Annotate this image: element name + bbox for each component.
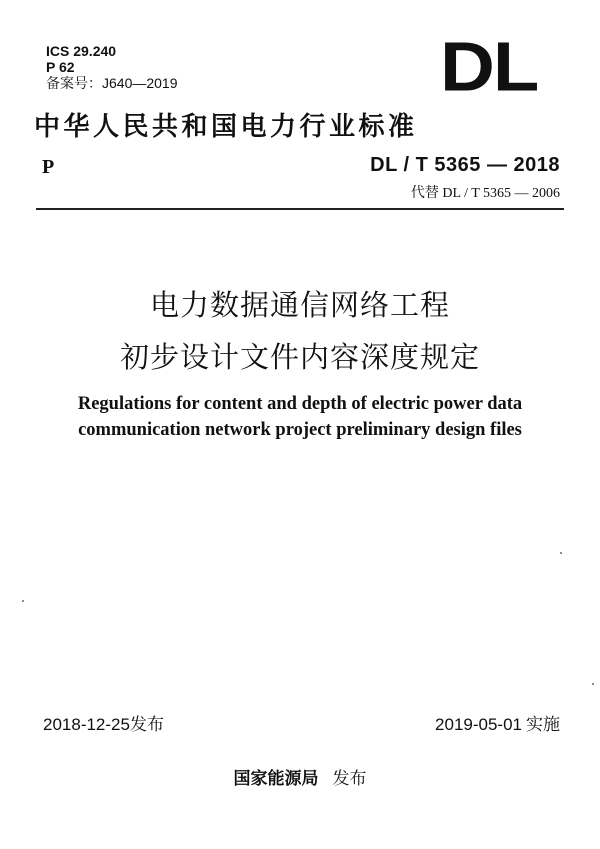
class-letter: P — [42, 156, 55, 178]
replaces-standard: 代替 DL / T 5365 — 2006 — [410, 186, 560, 201]
record-number: 备案号：J640—2019 — [46, 75, 178, 91]
publisher-name: 国家能源局 — [233, 769, 319, 789]
title-en-line-2: communication network project preliminary design files — [78, 420, 522, 440]
effective-date: 2019-05-01 — [435, 715, 522, 734]
publisher-line — [0, 764, 600, 789]
title-cn-line-2: 初步设计文件内容深度规定 — [119, 340, 480, 374]
title-cn-line-1: 电力数据通信网络工程 — [149, 288, 450, 322]
issue-date: 2018-12-25 — [43, 715, 130, 734]
standard-name: 中华人民共和国电力行业标准 — [34, 112, 418, 142]
issue-date-line — [43, 710, 164, 735]
standard-number: DL / T 5365 — 2018 — [370, 154, 560, 176]
dl-logo: DL — [440, 28, 538, 107]
publisher-verb: 发布 — [332, 769, 367, 789]
title-en-line-1: Regulations for content and depth of electric power data — [77, 394, 523, 414]
scan-speck — [592, 683, 594, 685]
category-code: P 62 — [46, 59, 75, 75]
effective-date-line — [435, 710, 560, 735]
issue-label: 发布 — [129, 715, 164, 735]
scan-speck — [22, 600, 24, 602]
scan-speck — [560, 552, 562, 554]
ics-code: ICS 29.240 — [46, 43, 117, 59]
effective-label: 实施 — [526, 715, 560, 735]
header-divider — [36, 208, 564, 210]
